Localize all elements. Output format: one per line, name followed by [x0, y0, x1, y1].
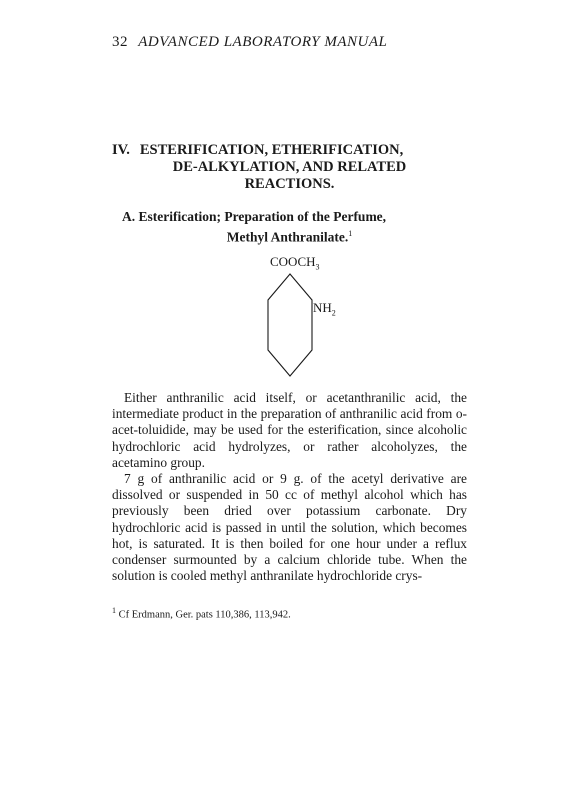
- hexagon-ring: [268, 274, 312, 376]
- chapter-heading-line-3: REACTIONS.: [244, 176, 335, 192]
- chemical-structure: [240, 252, 360, 387]
- section-heading-line-2: [112, 225, 467, 246]
- page-number: 32: [112, 34, 128, 50]
- paragraph-2: 7 g of anthranilic acid or 9 g. of the acetyl derivative are dissolved or suspended in 50 cc of methyl alcohol which has previously been dried over potassium carbonate. Dry hydrochloric acid is passed in until the solution, which becomes hot, is saturated. It is then boiled for one hour under a reflux condenser surmounted by a calcium chloride tube. When the solution is cooled methyl anthranilate hydrochloride crys-: [112, 471, 467, 584]
- top-group-text: COOCH: [270, 254, 316, 269]
- footnote: [112, 606, 467, 621]
- running-head: [112, 34, 472, 51]
- body-text: [112, 390, 467, 584]
- section-footnote-marker: 1: [348, 229, 353, 238]
- side-group-text: NH: [313, 300, 332, 315]
- section-heading: [112, 208, 467, 246]
- paragraph-1: Either anthranilic acid itself, or acetanthranilic acid, the intermediate product in the preparation of anthranilic acid from o-acet-toluidide, may be used for the esterification, since alcoholic hydrochloric acid hydrolyzes, or rather alcoholyzes, the acetamino group.: [112, 390, 467, 470]
- side-group-subscript: 2: [331, 308, 336, 318]
- running-title: ADVANCED LABORATORY MANUAL: [138, 34, 388, 50]
- chapter-heading-line-1: [112, 142, 467, 159]
- chapter-title-part-1: ESTERIFICATION, ETHERIFICATION,: [139, 142, 404, 158]
- section-title-compound: Methyl Anthranilate.: [226, 229, 349, 245]
- benzene-ring-drawing: [240, 252, 360, 387]
- top-group-subscript: 3: [315, 262, 320, 272]
- chapter-numeral: IV.: [112, 142, 130, 158]
- chapter-heading: [112, 142, 467, 193]
- footnote-text: Cf Erdmann, Ger. pats 110,386, 113,942.: [118, 609, 291, 621]
- footnote-marker: 1: [112, 606, 116, 615]
- section-heading-line-1: A. Esterification; Preparation of the Perfume,: [122, 209, 387, 224]
- structure-side-group: [313, 300, 336, 318]
- chapter-heading-line-2: DE-ALKYLATION, AND RELATED: [172, 159, 407, 175]
